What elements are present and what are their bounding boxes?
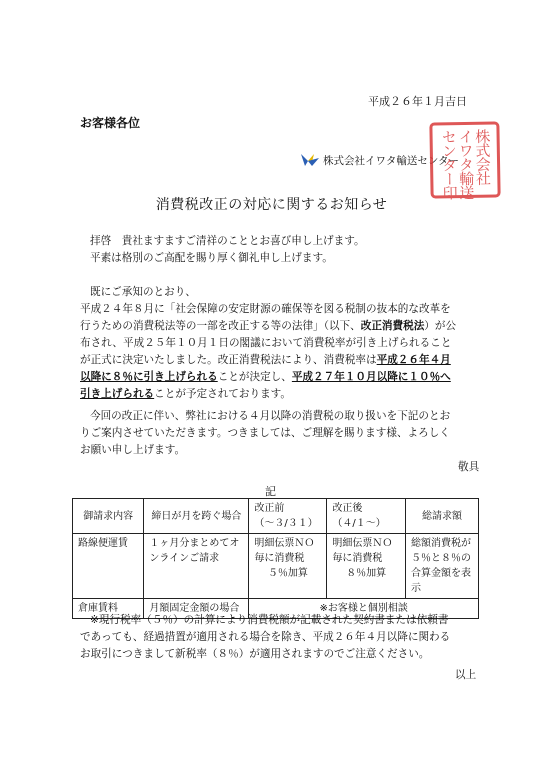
body-line: りご案内させていただきます。つきましては、ご理解を賜ります様、よろしく <box>80 427 450 439</box>
table-row <box>73 534 479 599</box>
company-seal <box>429 121 500 198</box>
table-cell: 明細伝票ＮＯ 毎に消費税 ５％加算 <box>249 534 327 599</box>
seal-text-3: センター印 <box>439 129 459 200</box>
closing-keigu: 敬具 <box>458 461 480 473</box>
table-header-row <box>73 499 479 534</box>
note-line: であっても、経過措置が適用される場合を除き、平成２６年４月以降に関わる <box>80 631 451 643</box>
body-line: 以降に８％に引き上げられることが決定し、平成２７年１０月以降に１０％へ <box>80 371 451 383</box>
closing-ijou: 以上 <box>455 669 477 681</box>
greeting <box>80 233 365 267</box>
company-logo-icon <box>300 152 320 168</box>
header-cell: 改正後 （４/１～） <box>327 499 406 534</box>
table-cell: 倉庫賃料 <box>73 599 144 619</box>
body-line: が正式に決定いたしました。改正消費税法により、消費税率は平成２６年４月 <box>80 354 451 366</box>
header-cell: 御請求内容 <box>73 499 144 534</box>
body-line: 今回の改正に伴い、弊社における４月以降の消費税の取り扱いを下記のとお <box>90 410 451 422</box>
greeting-line: 拝啓 貴社ますますご清祥のこととお喜び申し上げます。 <box>90 235 365 247</box>
addressee: お客様各位 <box>80 116 141 130</box>
underlined-emphasis: 以降に８％に引き上げられる <box>80 371 218 383</box>
greeting-line: 平素は格別のご高配を賜り厚く御礼申し上げます。 <box>90 252 333 264</box>
body-paragraph-1 <box>80 284 456 403</box>
company-name: 株式会社イワタ輸送センター <box>323 154 459 167</box>
seal-text-1: 株式会社 <box>473 128 493 185</box>
body-line: 平成２４年８月に「社会保障の安定財源の確保等を図る税制の抜本的な改革を <box>80 303 451 315</box>
emphasis: 改正消費税法 <box>360 320 425 332</box>
body-line: 行うための消費税法等の一部を改正する等の法律」（以下、改正消費税法）が公 <box>80 320 457 332</box>
body-line: お願い申し上げます。 <box>80 444 186 456</box>
table-cell: １ヶ月分まとめてオ ンラインご請求 <box>144 534 249 599</box>
document-title: 消費税改正の対応に関するお知らせ <box>155 197 388 213</box>
seal-text-2: イワタ輸送 <box>456 128 476 200</box>
table-cell: ※お客様と個別相談 <box>249 599 479 619</box>
header-cell: 改正前 （～３/３１） <box>249 499 327 534</box>
document-date: 平成２６年１月吉日 <box>368 95 467 108</box>
note-line: ※現行税率（５％）の計算により消費税額が記載された契約書または依頼書 <box>90 614 449 626</box>
header-cell: 締日が月を跨ぐ場合 <box>144 499 249 534</box>
underlined-emphasis: 平成２６年４月 <box>376 354 451 366</box>
header-cell: 総請求額 <box>405 499 478 534</box>
body-line: 布され、平成２５年１０月１日の閣議において消費税率が引き上げられること <box>80 337 452 349</box>
body-line: 既にご承知のとおり、 <box>90 286 196 298</box>
table-cell: 月額固定金額の場合 <box>144 599 249 619</box>
underlined-emphasis: 平成２７年１０月以降に１０％へ <box>291 371 451 383</box>
table-cell: 明細伝票ＮＯ 毎に消費税 ８％加算 <box>327 534 406 599</box>
underlined-emphasis: 引き上げられる <box>80 388 155 400</box>
note-paragraph <box>80 612 450 663</box>
table-cell: 総額消費税が ５％と８％の 合算金額を表示 <box>405 534 478 599</box>
ki-marker: 記 <box>265 485 276 498</box>
body-line: 引き上げられることが予定されております。 <box>80 388 292 400</box>
body-paragraph-2 <box>80 408 450 459</box>
table-cell: 路線便運賃 <box>73 534 144 599</box>
note-line: お取引につきまして新税率（８％）が適用されますのでご注意ください。 <box>80 648 430 660</box>
fee-table <box>72 498 479 619</box>
